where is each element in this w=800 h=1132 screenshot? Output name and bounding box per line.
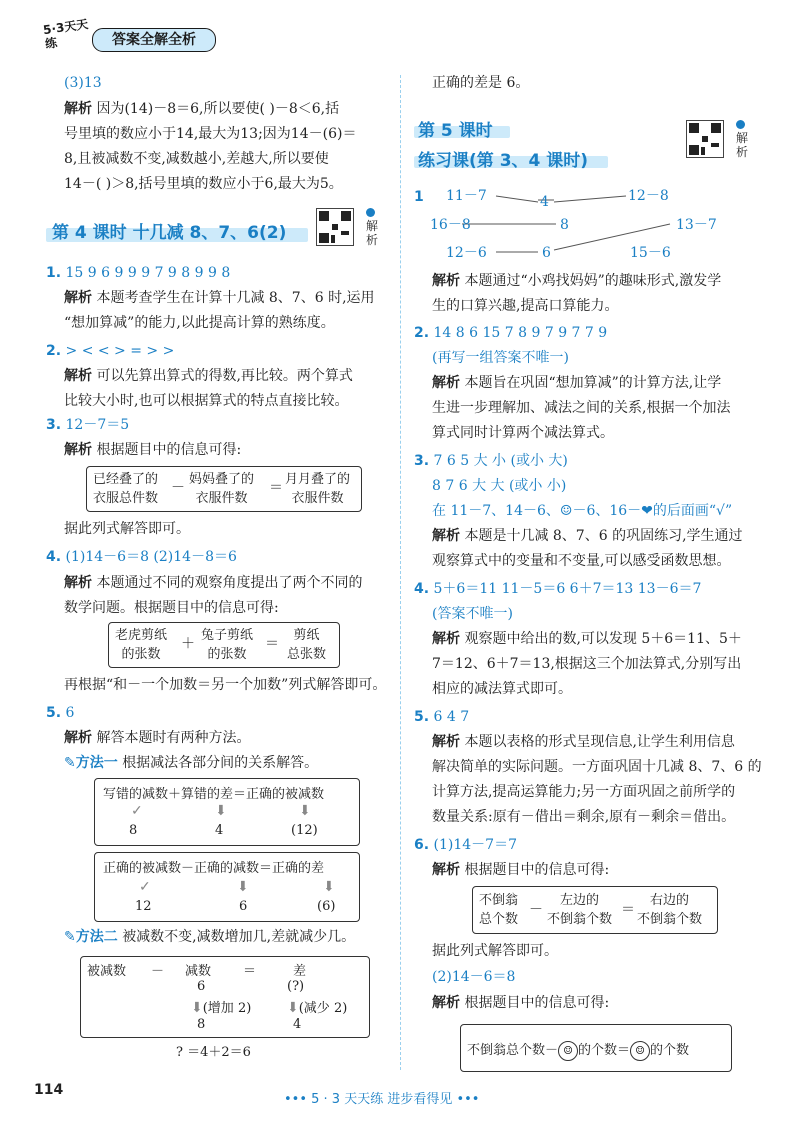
qr-code-icon[interactable] [316, 208, 354, 246]
header-tag: 答案全解全析 [92, 28, 216, 52]
r-q4-explanation-line3: 相应的减法算式即可。 [432, 681, 572, 697]
pen-icon: ✎ [64, 755, 76, 771]
q1-answer: 1. 15 9 6 9 9 9 7 9 8 9 9 8 [46, 265, 231, 281]
r-q4-note: (答案不唯一) [432, 606, 513, 622]
top-explanation-line4: 14－( )＞8,括号里填的数应小于6,最大为5。 [64, 176, 343, 192]
r-q1-num: 1 [414, 189, 424, 205]
logo-text: 5·3天天练 [42, 17, 90, 52]
r-q1-mid-2: 6 [542, 245, 551, 261]
r-q5-explanation-line1: 解析 本题以表格的形式呈现信息,让学生利用信息 [432, 734, 735, 750]
qr-label: 解析 [736, 120, 752, 159]
r-q1-mid-1: 8 [560, 217, 569, 233]
column-divider [400, 75, 401, 1070]
tumbler-left-icon: ☺ [558, 1041, 578, 1061]
r-q2-note: (再写一组答案不唯一) [432, 350, 569, 366]
q3-explanation: 解析 根据题目中的信息可得: [64, 442, 242, 458]
r-q6-relation-box2: 不倒翁总个数－ ☺ 的个数＝ ☺ 的个数 [460, 1024, 732, 1072]
r-q6-explanation1: 解析 根据题目中的信息可得: [432, 862, 610, 878]
q4-answer: 4. (1)14－6＝8 (2)14－8＝6 [46, 549, 237, 565]
r-q3-answer3: 在 11－7、14－6、☺－6、16－❤的后面画“√” [432, 503, 733, 519]
footer-slogan: ••• 5 · 3 天天练 进步看得见 ••• [284, 1092, 480, 1107]
play-icon [736, 120, 745, 129]
q2-explanation-line2: 比较大小时,也可以根据算式的特点直接比较。 [64, 393, 349, 409]
r-q1-mid-0: 4 [540, 194, 549, 210]
r-q2-answer: 2. 14 8 6 15 7 8 9 7 9 7 7 9 [414, 325, 608, 341]
r-q6-explanation2: 解析 根据题目中的信息可得: [432, 995, 610, 1011]
down-arrow-icon: ⬇ [287, 1000, 299, 1016]
method1-line: ✎方法一 根据减法各部分间的关系解答。 [64, 755, 319, 771]
r-q2-explanation-line2: 生进一步理解加、减法之间的关系,根据一个加法 [432, 400, 731, 416]
r-q5-explanation-line3: 计算方法,提高运算能力;另一方面巩固之前所学的 [432, 784, 736, 800]
r-q4-explanation-line2: 7＝12、6＋7＝13,根据这三个加法算式,分别写出 [432, 656, 742, 672]
down-arrow-icon: ⬇ [299, 803, 311, 819]
q1-explanation-line2: “想加算减”的能力,以此提高计算的熟练度。 [64, 315, 335, 331]
q4-after: 再根据“和－一个加数＝另一个加数”列式解答即可。 [64, 677, 387, 693]
method2-box: 被减数 － 减数 ＝ 差 6 (?) ⬇(增加 2) ⬇(减少 2) 8 4 [80, 956, 370, 1038]
r-q6-answer2: (2)14－6＝8 [432, 969, 516, 985]
tumbler-right-icon: ☺ [630, 1041, 650, 1061]
r-q4-explanation-line1: 解析 观察题中给出的数,可以发现 5＋6＝11、5＋ [432, 631, 742, 647]
check-icon: ✓ [139, 879, 151, 895]
method2-line: ✎方法二 被减数不变,减数增加几,差就减少几。 [64, 929, 356, 945]
down-arrow-icon: ⬇ [191, 1000, 203, 1016]
logo [42, 17, 90, 56]
down-arrow-icon: ⬇ [323, 879, 335, 895]
r-q5-answer: 5. 6 4 7 [414, 709, 470, 725]
r-q3-explanation-line1: 解析 本题是十几减 8、7、6 的巩固练习,学生通过 [432, 528, 743, 544]
r-q1-explanation-line1: 解析 本题通过“小鸡找妈妈”的趣味形式,激发学 [432, 273, 722, 289]
q3-after: 据此列式解答即可。 [64, 521, 190, 537]
r-q3-answer2: 8 7 6 大 大 (或小 小) [432, 478, 567, 494]
q1-explanation-line1: 解析 本题考查学生在计算十几减 8、7、6 时,运用 [64, 290, 375, 306]
qr-label: 解析 [366, 208, 382, 247]
down-arrow-icon: ⬇ [215, 803, 227, 819]
q2-answer: 2. > < < > = > > [46, 343, 175, 359]
qr-code-icon[interactable] [686, 120, 724, 158]
lesson5-title: 第 5 课时 [418, 121, 493, 141]
q5-explanation: 解析 解答本题时有两种方法。 [64, 730, 251, 746]
r-q1-left-0: 11－7 [446, 188, 487, 204]
lesson5-subtitle: 练习课(第 3、4 课时) [418, 151, 589, 171]
top-explanation-line3: 8,且被减数不变,减数越小,差越大,所以要使 [64, 151, 329, 167]
check-icon: ✓ [131, 803, 143, 819]
r-q6-relation-box: 不倒翁 总个数 － 左边的 不倒翁个数 ＝ 右边的 不倒翁个数 [472, 886, 718, 934]
r-q1-right-1: 13－7 [676, 217, 717, 233]
r-q1-right-2: 15－6 [630, 245, 671, 261]
q5-answer: 5. 6 [46, 705, 75, 721]
down-arrow-icon: ⬇ [237, 879, 249, 895]
q3-answer: 3. 12－7＝5 [46, 417, 130, 433]
q3-relation-box: 已经叠了的 衣服总件数 － 妈妈叠了的 衣服件数 ＝ 月月叠了的 衣服件数 [86, 466, 362, 512]
top-explanation-line2: 号里填的数应小于14,最大为13;因为14－(6)＝ [64, 126, 357, 142]
q4-explanation-line1: 解析 本题通过不同的观察角度提出了两个不同的 [64, 575, 363, 591]
top-explanation-line1: 解析 因为(14)－8＝6,所以要使( )－8＜6,括 [64, 101, 340, 117]
r-q6-answer1: 6. (1)14－7＝7 [414, 837, 517, 853]
q4-explanation-line2: 数学问题。根据题目中的信息可得: [64, 600, 279, 616]
r-q1-left-1: 16－8 [430, 217, 471, 233]
r-q6-after: 据此列式解答即可。 [432, 943, 558, 959]
r-q4-answer: 4. 5＋6＝11 11－5＝6 6＋7＝13 13－6＝7 [414, 581, 702, 597]
r-q2-explanation-line3: 算式同时计算两个减法算式。 [432, 425, 614, 441]
r-q1-explanation-line2: 生的口算兴趣,提高口算能力。 [432, 298, 619, 314]
r-q2-explanation-line1: 解析 本题旨在巩固“想加算减”的计算方法,让学 [432, 375, 722, 391]
method1-box1: 写错的减数＋算错的差＝正确的被减数 ✓ ⬇ ⬇ 8 4 (12) [94, 778, 360, 846]
q4-relation-box: 老虎剪纸 的张数 ＋ 兔子剪纸 的张数 ＝ 剪纸 总张数 [108, 622, 340, 668]
r-q5-explanation-line2: 解决简单的实际问题。一方面巩固十几减 8、7、6 的 [432, 759, 762, 775]
method1-box2: 正确的被减数－正确的减数＝正确的差 ✓ ⬇ ⬇ 12 6 (6) [94, 852, 360, 922]
r-q1-left-2: 12－6 [446, 245, 487, 261]
top-question: (3)13 [64, 75, 102, 91]
lesson4-title: 第 4 课时 十几减 8、7、6(2) [52, 223, 287, 243]
r-q3-answer1: 3. 7 6 5 大 小 (或小 大) [414, 453, 568, 469]
method2-result: ? ＝4＋2＝6 [176, 1045, 251, 1060]
play-icon [366, 208, 375, 217]
r-q5-explanation-line4: 数量关系:原有－借出＝剩余,原有－剩余＝借出。 [432, 809, 736, 825]
r-q1-right-0: 12－8 [628, 188, 669, 204]
right-top-line: 正确的差是 6。 [432, 75, 530, 91]
page-number: 114 [34, 1082, 64, 1098]
pen-icon: ✎ [64, 929, 76, 945]
r-q3-explanation-line2: 观察算式中的变量和不变量,可以感受函数思想。 [432, 553, 731, 569]
q2-explanation-line1: 解析 可以先算出算式的得数,再比较。两个算式 [64, 368, 353, 384]
